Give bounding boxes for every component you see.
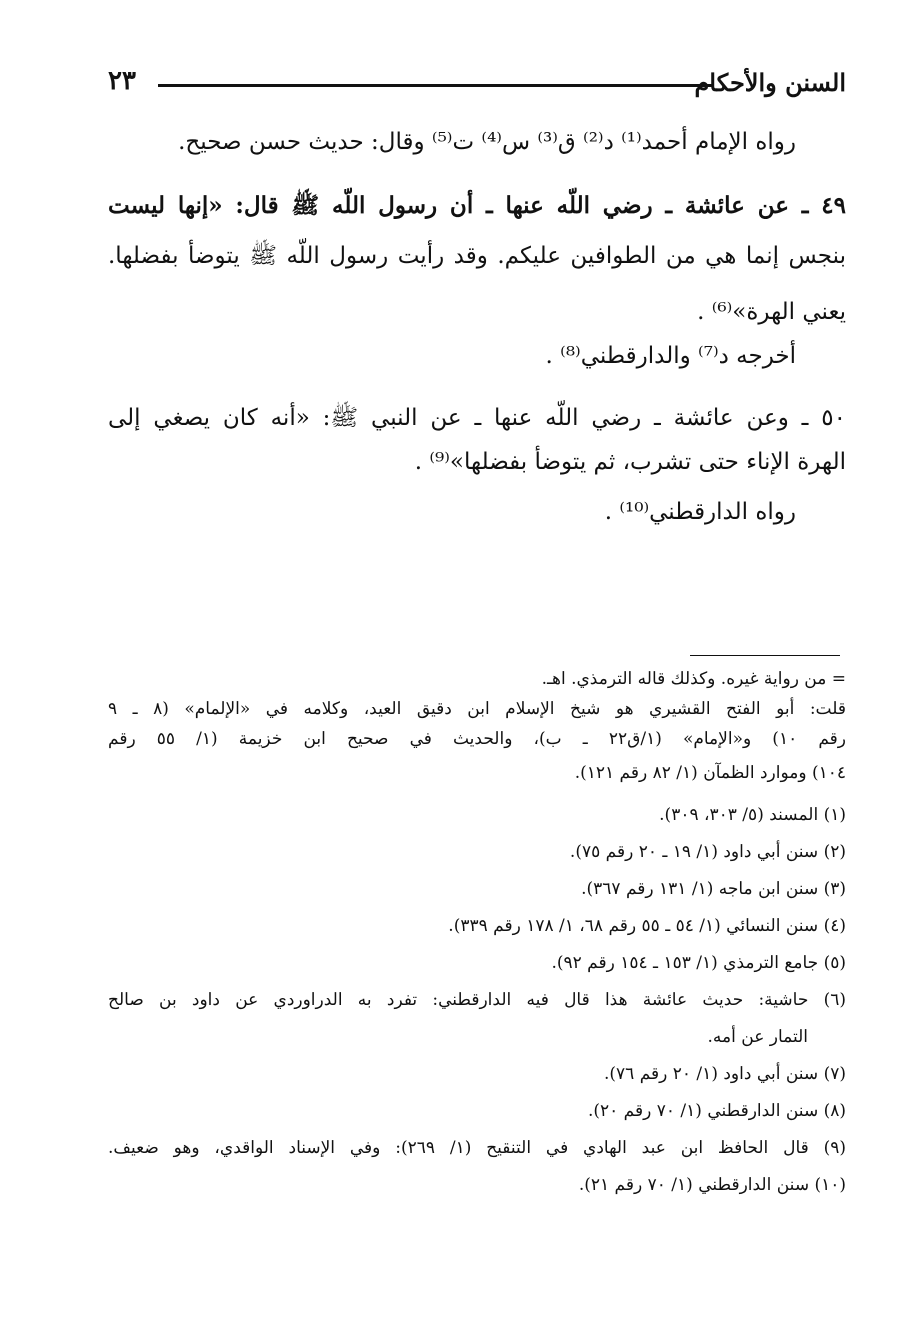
hadith-50-source: رواه الدارقطني⁽¹⁰⁾ . [604, 499, 796, 525]
hadith-49-line-3: يعني الهرة»⁽⁶⁾ . [697, 299, 846, 325]
footnote-9: (٩) قال الحافظ ابن عبد الهادي في التنقيح (١/ ٢٦٩): وفي الإسناد الواقدي، وهو ضعيف. [108, 1138, 847, 1158]
footnote-separator [690, 655, 840, 656]
hadith-49-line-2: بنجس إنما هي من الطوافين عليكم. وقد رأيت رسول اللّه ﷺ يتوضأ بفضلها. [108, 243, 846, 269]
hadith-50-line-1: ٥٠ ـ وعن عائشة ـ رضي اللّه عنها ـ عن النبي ﷺ: «أنه كان يصغي إلى [108, 405, 846, 431]
page-number: ٢٣ [108, 66, 136, 96]
header-rule [158, 84, 712, 87]
footnote-5: (٥) جامع الترمذي (١/ ١٥٣ ـ ١٥٤ رقم ٩٢). [551, 953, 846, 973]
footnote-note-line: ١٠٤) وموارد الظمآن (١/ ٨٢ رقم ١٢١). [574, 763, 846, 783]
footnote-8: (٨) سنن الدارقطني (١/ ٧٠ رقم ٢٠). [587, 1101, 846, 1121]
footnote-3: (٣) سنن ابن ماجه (١/ ١٣١ رقم ٣٦٧). [581, 879, 846, 899]
footnote-6: (٦) حاشية: حديث عائشة هذا قال فيه الدارقطني: تفرد به الدراوردي عن داود بن صالح [108, 990, 846, 1010]
footnote-1: (١) المسند (٥/ ٣٠٣، ٣٠٩). [659, 805, 846, 825]
running-title: السنن والأحكام [694, 68, 846, 97]
footnote-4: (٤) سنن النسائي (١/ ٥٤ ـ ٥٥ رقم ٦٨، ١/ ١٧٨ رقم ٣٣٩). [448, 916, 846, 936]
footnote-note-line: رقم ١٠) و«الإمام» (١/ق٢٢ ـ ب)، والحديث في صحيح ابن خزيمة (١/ ٥٥ رقم [108, 729, 846, 749]
hadith-49-line-1: ٤٩ ـ عن عائشة ـ رضي اللّه عنها ـ أن رسول اللّه ﷺ قال: «إنها ليست [108, 192, 846, 219]
hadith-49-source: أخرجه د⁽⁷⁾ والدارقطني⁽⁸⁾ . [545, 343, 796, 369]
footnote-7: (٧) سنن أبي داود (١/ ٢٠ رقم ٧٦). [603, 1064, 846, 1084]
narration-line: رواه الإمام أحمد⁽¹⁾ د⁽²⁾ ق⁽³⁾ س⁽⁴⁾ ت⁽⁵⁾ وقال: حديث حسن صحيح. [178, 129, 796, 155]
footnote-note-line: قلت: أبو الفتح القشيري هو شيخ الإسلام ابن دقيق العيد، وكلامه في «الإلمام» (٨ ـ ٩ [108, 699, 846, 719]
running-header [108, 66, 846, 106]
hadith-50-line-2: الهرة الإناء حتى تشرب، ثم يتوضأ بفضلها»⁽⁹⁾ . [414, 449, 846, 475]
footnote-2: (٢) سنن أبي داود (١/ ١٩ ـ ٢٠ رقم ٧٥). [569, 842, 846, 862]
footnote-6-continued: التمار عن أمه. [707, 1027, 808, 1047]
footnote-continuation: = من رواية غيره. وكذلك قاله الترمذي. اهـ. [541, 669, 846, 689]
footnote-10: (١٠) سنن الدارقطني (١/ ٧٠ رقم ٢١). [578, 1175, 846, 1195]
